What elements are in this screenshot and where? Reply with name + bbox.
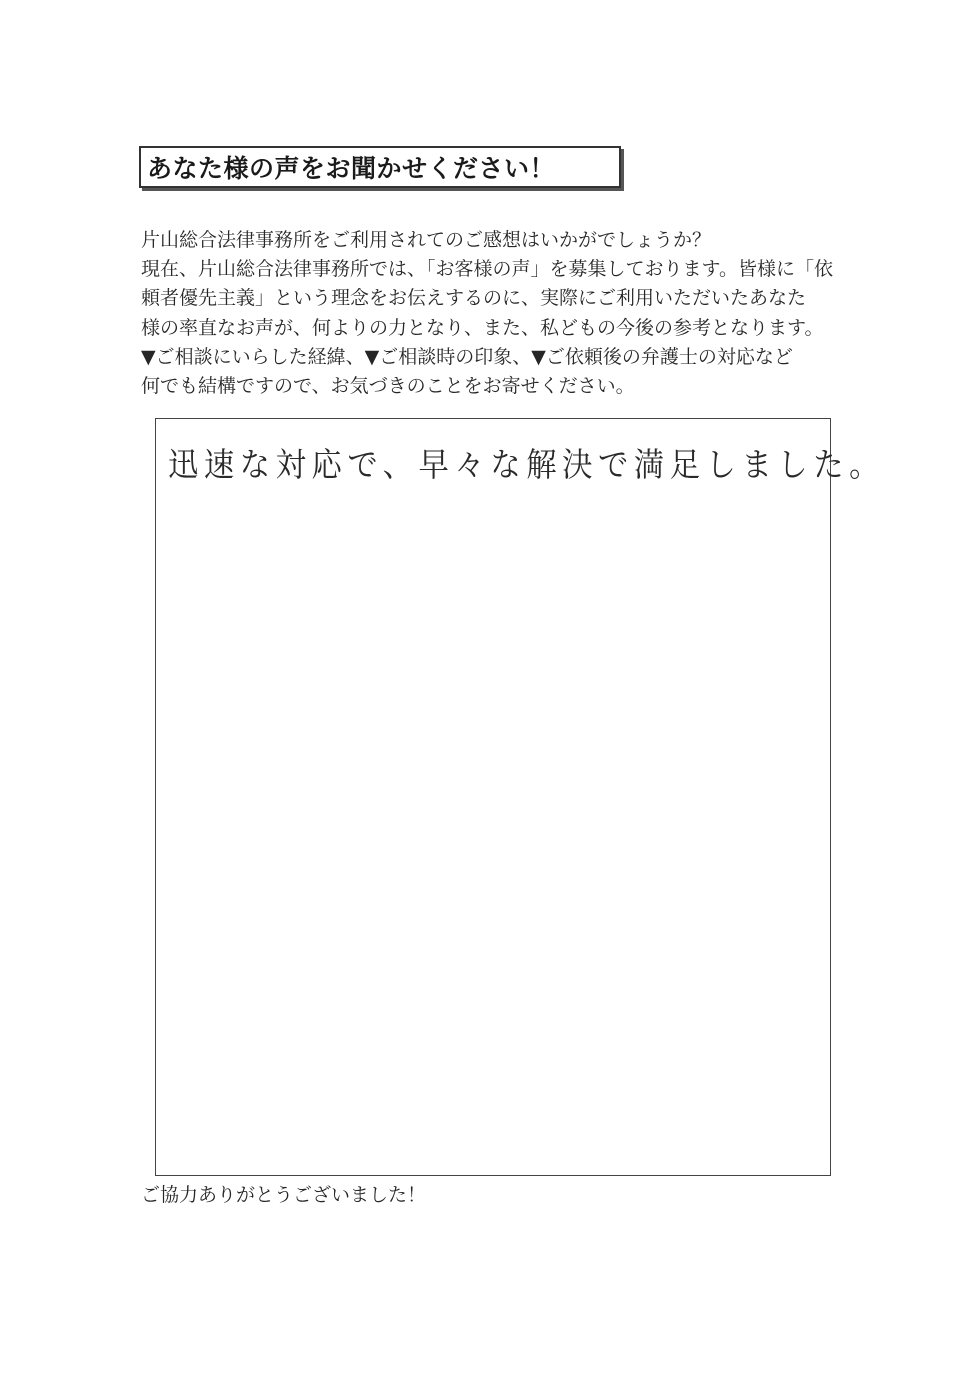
- intro-line: 片山総合法律事務所をご利用されてのご感想はいかがでしょうか？: [141, 229, 712, 251]
- title-box: [139, 146, 621, 188]
- answer-box: [155, 418, 885, 1176]
- intro-line: 現在、片山総合法律事務所では、「お客様の声」を募集しております。皆様に「依: [141, 258, 833, 281]
- intro-line: 様の率直なお声が、何よりの力となり、また、私どもの今後の参考となります。: [141, 316, 824, 339]
- handwritten-answer: 迅速な対応で、早々な解決で満足しました。: [168, 445, 885, 484]
- thanks-text: ご協力ありがとうございました！: [141, 1184, 427, 1206]
- intro-line: 頼者優先主義」という理念をお伝えするのに、実際にご利用いただいたあなた: [141, 287, 807, 310]
- intro-line: 何でも結構ですので、お気づきのことをお寄せください。: [141, 375, 635, 398]
- intro-line: ▼ご相談にいらした経緯、▼ご相談時の印象、▼ご依頼後の弁護士の対応など: [141, 345, 793, 368]
- intro-paragraph: [141, 226, 861, 401]
- page-title: あなた様の声をお聞かせください！: [147, 154, 556, 183]
